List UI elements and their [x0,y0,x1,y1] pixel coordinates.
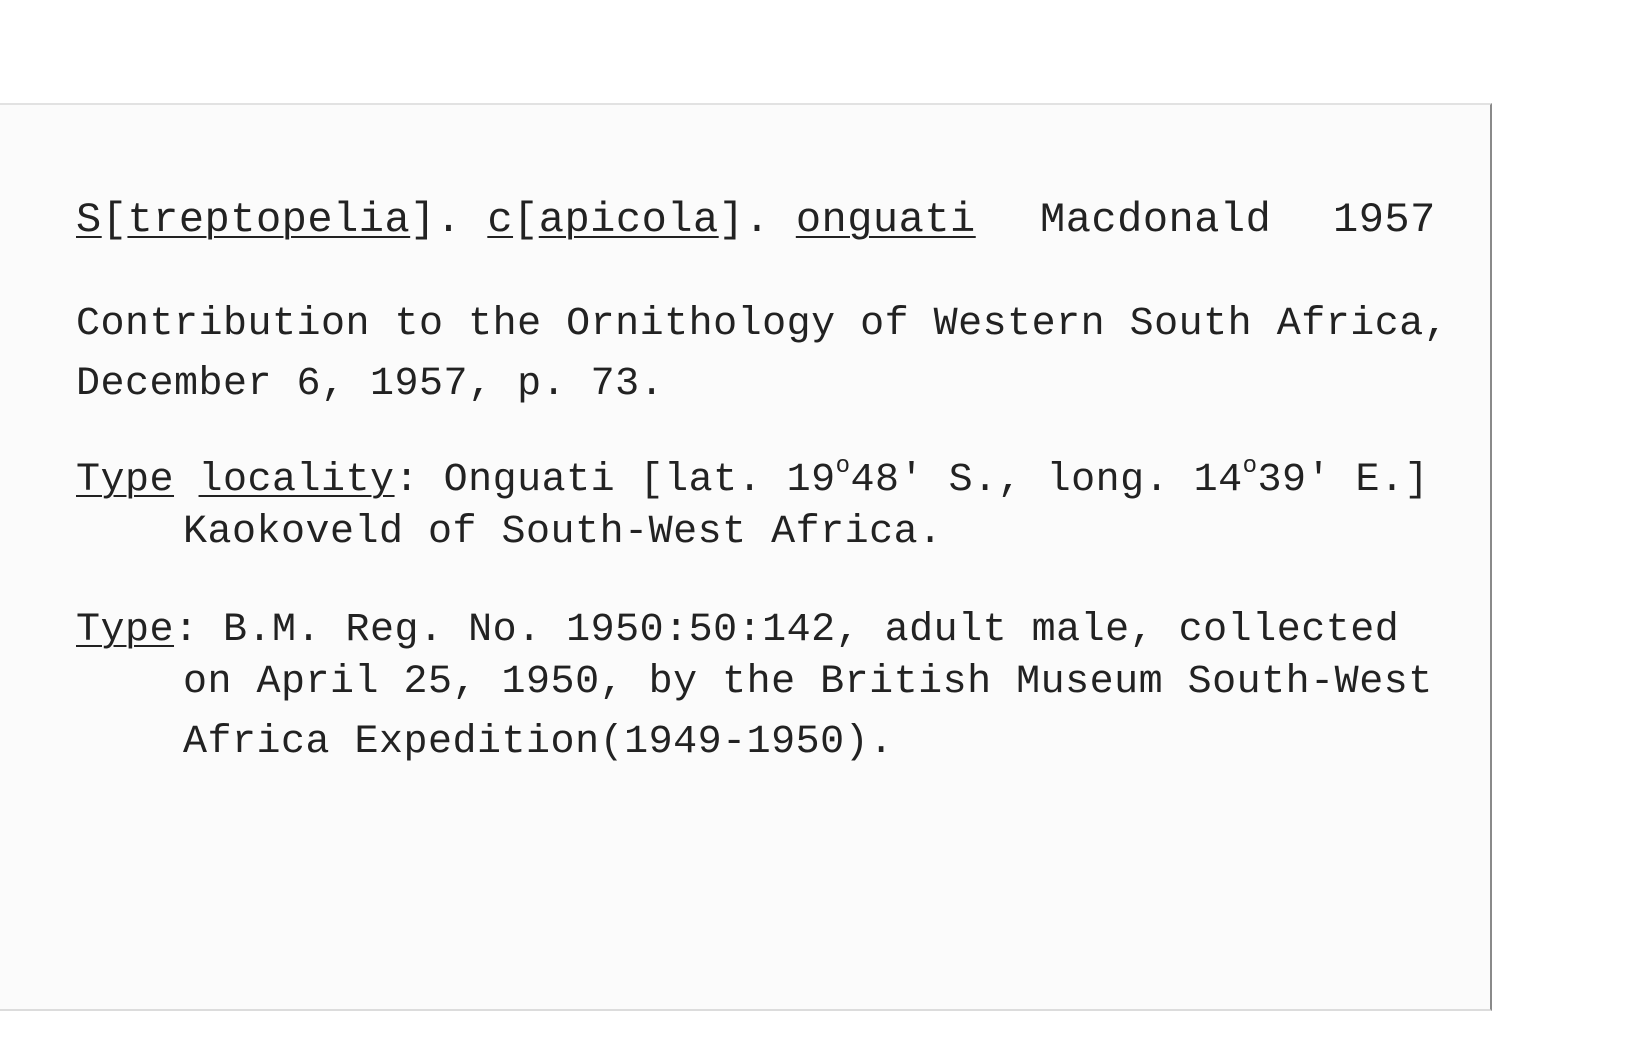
species-initial: c [487,196,514,244]
author: Macdonald [1040,196,1272,244]
degree-mark-1: o [835,453,851,480]
genus-rest: treptopelia [127,196,411,244]
type-line-3: Africa Expedition(1949-1950). [183,720,894,765]
citation-line-2: December 6, 1957, p. 73. [76,362,665,407]
type-locality-text-b: 48' S., long. 14 [850,458,1243,503]
type-line-1-rest: : B.M. Reg. No. 1950:50:142, adult male, collected [174,608,1400,653]
type-label: Type [76,608,175,653]
year: 1957 [1333,196,1436,244]
type-line-2: on April 25, 1950, by the British Museum South-West [183,660,1433,705]
species-rest: apicola [538,196,719,244]
citation-line-1: Contribution to the Ornithology of Western South Africa, [76,302,1449,347]
type-locality-label-word1: Type [76,458,175,503]
genus-initial: S [76,196,102,244]
type-locality-line-1 [76,453,1430,503]
scientific-name: S[treptopelia]. c[apicola]. onguati [76,196,976,244]
subspecies-name: onguati [795,196,976,244]
type-locality-line-2: Kaokoveld of South-West Africa. [183,510,943,555]
type-locality-text-a: : Onguati [lat. 19 [394,458,836,503]
degree-mark-2: o [1242,453,1258,480]
type-locality-label-word2: locality [198,458,395,503]
type-line-1 [76,608,1399,653]
type-locality-text-c: 39' E.] [1257,458,1430,503]
